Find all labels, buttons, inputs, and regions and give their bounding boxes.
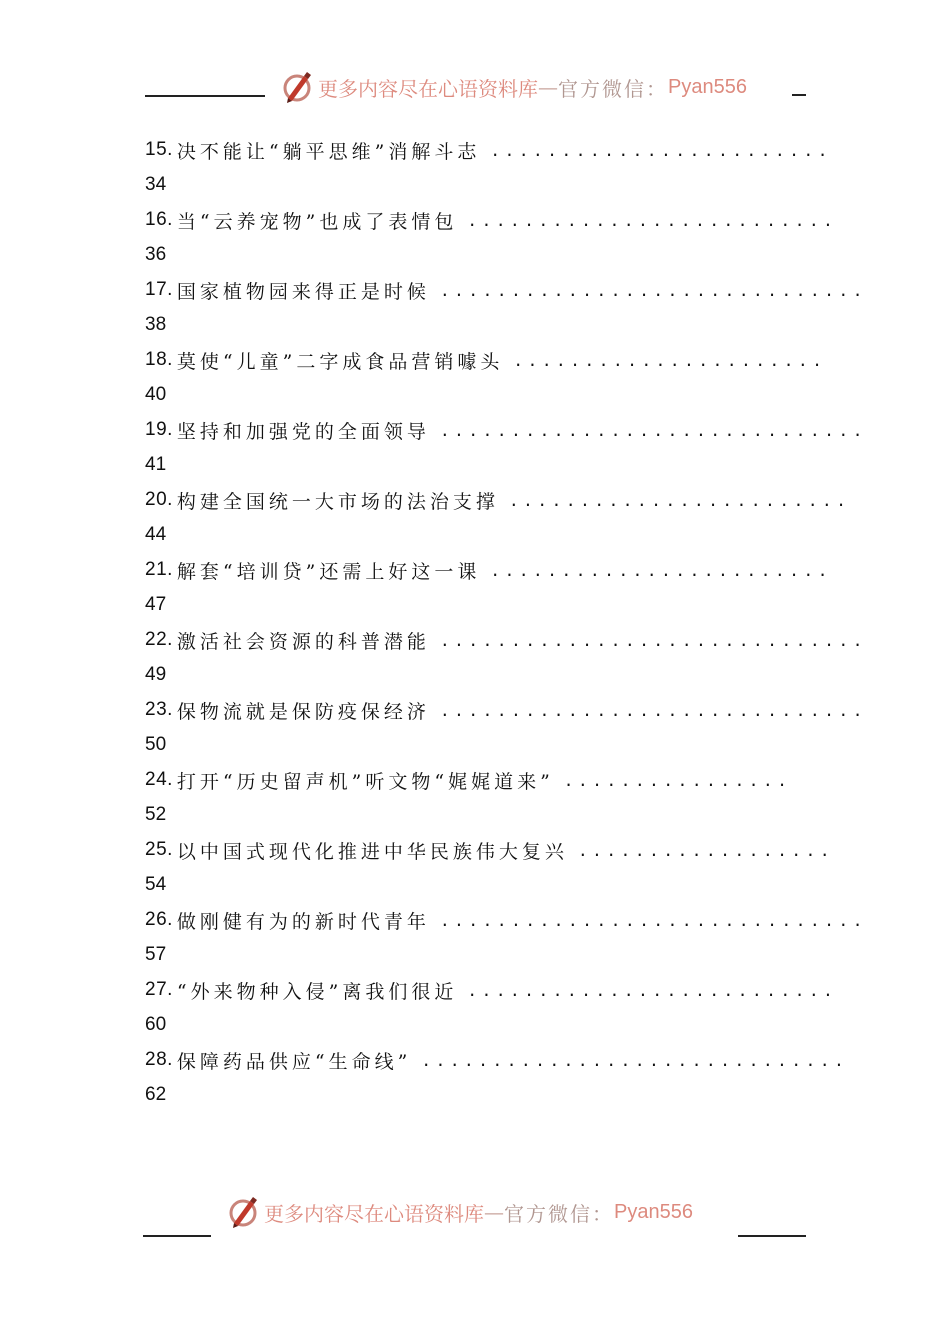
footer-brand-dash: — (484, 1200, 504, 1224)
toc-entry-title[interactable]: 坚持和加强党的全面领导 (176, 420, 430, 443)
header-brand-wechat-id: Pyan556 (668, 75, 747, 98)
toc-entry[interactable] (145, 692, 867, 762)
toc-entry-title[interactable]: “外来物种入侵”离我们很近 (176, 980, 458, 1003)
pen-in-circle-logo-icon (226, 1195, 260, 1229)
toc-entry-page: 47 (145, 594, 167, 615)
toc-leader-dots: .............................. (439, 700, 867, 720)
toc-entry-page: 49 (145, 664, 167, 685)
toc-entry-page: 50 (145, 734, 167, 755)
footer-rule-right (738, 1235, 806, 1237)
toc-leader-dots: .............................. (439, 420, 867, 440)
toc-entry-page: 57 (145, 944, 167, 965)
toc-entry-number: 25. (145, 839, 173, 860)
toc-entry-number: 16. (145, 209, 173, 230)
toc-entry[interactable] (145, 272, 867, 342)
toc-leader-dots: .............................. (421, 1050, 849, 1070)
toc-entry-title[interactable]: 构建全国统一大市场的法治支撑 (176, 490, 499, 513)
toc-leader-dots: .......................... (467, 980, 838, 1000)
toc-entry-page: 62 (145, 1084, 167, 1105)
toc-entry[interactable] (145, 1042, 849, 1112)
toc-leader-dots: ........................ (508, 490, 851, 510)
toc-entry-number: 24. (145, 769, 173, 790)
toc-leader-dots: .............................. (439, 910, 867, 930)
header-rule-right (792, 94, 806, 96)
toc-entry-number: 23. (145, 699, 173, 720)
toc-entry-page: 44 (145, 524, 167, 545)
footer-brand-text: 更多内容尽在心语资料库 (264, 1201, 484, 1226)
toc-entry-title[interactable]: 打开“历史留声机”听文物“娓娓道来” (176, 770, 554, 793)
footer-brand-wechat-id: Pyan556 (614, 1200, 693, 1223)
page-footer (0, 1195, 950, 1235)
toc-entry-page: 38 (145, 314, 167, 335)
toc-entry-title[interactable]: 决不能让“躺平思维”消解斗志 (176, 140, 481, 163)
toc-entry-number: 21. (145, 559, 173, 580)
toc-leader-dots: ........................ (490, 140, 832, 160)
toc-leader-dots: ........................ (490, 560, 832, 580)
toc-entry-title[interactable]: 解套“培训贷”还需上好这一课 (176, 560, 481, 583)
header-brand-wechat-label: 官方微信： (558, 76, 668, 101)
toc-leader-dots: .............................. (439, 630, 867, 650)
footer-rule-left (143, 1235, 211, 1237)
toc-entry-number: 17. (145, 279, 173, 300)
toc-entry-page: 34 (145, 174, 167, 195)
table-of-contents (145, 132, 867, 1112)
pen-in-circle-logo-icon (280, 70, 314, 104)
toc-entry-title[interactable]: 做刚健有为的新时代青年 (176, 910, 430, 933)
header-brand (280, 70, 747, 104)
toc-entry-title[interactable]: 当“云养宠物”也成了表情包 (176, 210, 458, 233)
toc-entry[interactable] (145, 412, 867, 482)
toc-entry[interactable] (145, 902, 867, 972)
toc-entry[interactable] (145, 762, 792, 832)
page-header (0, 70, 950, 110)
toc-entry-title[interactable]: 以中国式现代化推进中华民族伟大复兴 (176, 840, 568, 863)
footer-brand (226, 1195, 693, 1229)
header-brand-text: 更多内容尽在心语资料库 (318, 76, 538, 101)
toc-entry-title[interactable]: 激活社会资源的科普潜能 (176, 630, 430, 653)
toc-entry-number: 28. (145, 1049, 173, 1070)
toc-entry-title[interactable]: 国家植物园来得正是时候 (176, 280, 430, 303)
footer-brand-wechat-label: 官方微信： (504, 1201, 614, 1226)
toc-entry-page: 60 (145, 1014, 167, 1035)
toc-entry-number: 26. (145, 909, 173, 930)
toc-entry[interactable] (145, 622, 867, 692)
toc-entry[interactable] (145, 552, 832, 622)
toc-entry[interactable] (145, 482, 851, 552)
toc-entry-number: 27. (145, 979, 173, 1000)
toc-leader-dots: .................. (577, 840, 835, 860)
toc-leader-dots: ................ (563, 770, 792, 790)
toc-leader-dots: ...................... (513, 350, 827, 370)
toc-entry-title[interactable]: 保物流就是保防疫保经济 (176, 700, 430, 723)
toc-leader-dots: .......................... (467, 210, 838, 230)
toc-entry-number: 18. (145, 349, 173, 370)
toc-entry[interactable] (145, 972, 838, 1042)
toc-entry-number: 15. (145, 139, 173, 160)
toc-entry-page: 41 (145, 454, 167, 475)
toc-entry[interactable] (145, 342, 827, 412)
toc-entry[interactable] (145, 202, 838, 272)
header-rule-left (145, 95, 265, 97)
toc-entry-page: 52 (145, 804, 167, 825)
toc-entry[interactable] (145, 132, 832, 202)
toc-entry-title[interactable]: 莫使“儿童”二字成食品营销噱头 (176, 350, 504, 373)
toc-entry-page: 54 (145, 874, 167, 895)
toc-entry-title[interactable]: 保障药品供应“生命线” (176, 1050, 412, 1073)
toc-entry-number: 19. (145, 419, 173, 440)
toc-entry-page: 40 (145, 384, 167, 405)
toc-entry-page: 36 (145, 244, 167, 265)
toc-entry[interactable] (145, 832, 835, 902)
toc-entry-number: 20. (145, 489, 173, 510)
toc-entry-number: 22. (145, 629, 173, 650)
header-brand-dash: — (538, 75, 558, 99)
toc-leader-dots: .............................. (439, 280, 867, 300)
